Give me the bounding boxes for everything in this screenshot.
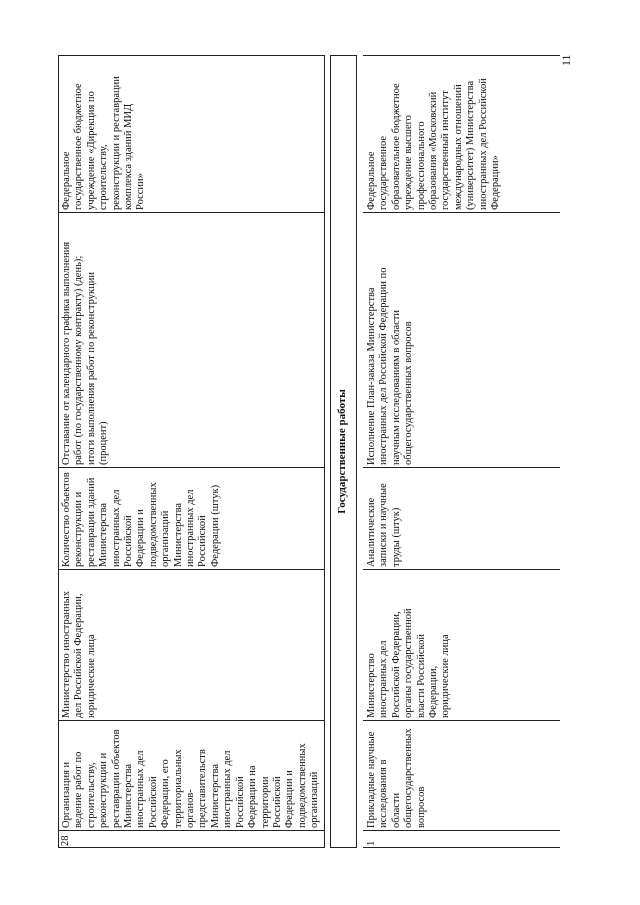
table-left-border — [363, 847, 560, 848]
volume-column-divider — [363, 467, 560, 468]
row-28-quality-indicator: Отставание от календарного графика выполнения работ (по государственному контракту) (день); итоги выполнения работ по реконструкции (процент) — [61, 241, 110, 465]
row-1-service-name: Прикладные научные исследования в области общегосударственных вопросов — [366, 728, 427, 828]
row-28-number: 28 — [60, 835, 71, 846]
row-28-volume-indicator: Количество объектов реконструкции и реставрации зданий Министерства иностранных дел Российской Федерации и подведомственных организаций Министерства иностранных дел Российской Федерации (штук) — [61, 472, 221, 567]
table-right-border — [58, 55, 324, 56]
table-right-border — [363, 55, 560, 56]
quality-column-divider — [363, 212, 560, 213]
services-table — [58, 55, 560, 848]
row-28-service-name: Организация и ведение работ по строительству, реконструкции и реставрации объектов Министерства иностранных дел Российской Федерации, его территориальных органов- представительств Министерства иностранных дел Российской Федерации на территории Российской Федерации и подведомственных организаций — [61, 729, 321, 828]
table-left-border — [58, 847, 324, 848]
row-1-consumers: Министерство иностранных дел Российской Федерации, органы государственной власти Российской Федерации, юридические лица — [366, 608, 452, 718]
row-28-consumers: Министерство иностранных дел Российской Федерации, юридические лица — [61, 591, 97, 718]
number-column-divider — [363, 830, 560, 831]
consumers-column-divider — [58, 569, 324, 570]
row-1-institution: Федеральное государственное образовательное бюджетное учреждение высшего профессионального образования «Московский государственный институт международных отношений (университет) Министерства иностранных дел Российской Федерации» — [366, 78, 502, 210]
section-title-top-border — [330, 55, 331, 848]
row-1-quality-indicator: Исполнение План-заказа Министерства иностранных дел Российской Федерации по научным исследованиям в области общегосударственных вопросов — [366, 267, 415, 465]
section-title: Государственные работы — [336, 389, 348, 514]
row-1-number: 1 — [366, 840, 377, 846]
volume-column-divider — [58, 467, 324, 468]
table-top-border — [58, 55, 59, 848]
consumers-column-divider — [363, 569, 560, 570]
page-number: 11 — [559, 54, 573, 66]
row-1-volume-indicator: Аналитические записки и научные труды (штук) — [366, 483, 402, 567]
section-title-bottom-border — [356, 55, 357, 848]
name-column-divider — [58, 720, 324, 721]
row-28-bottom-border — [324, 55, 325, 848]
row-28-institution: Федеральное государственное бюджетное учреждение «Дирекция по строительству, реконструкции и реставрации комплекса зданий МИД России» — [61, 76, 147, 210]
quality-column-divider — [58, 212, 324, 213]
name-column-divider — [363, 720, 560, 721]
number-column-divider — [58, 830, 324, 831]
